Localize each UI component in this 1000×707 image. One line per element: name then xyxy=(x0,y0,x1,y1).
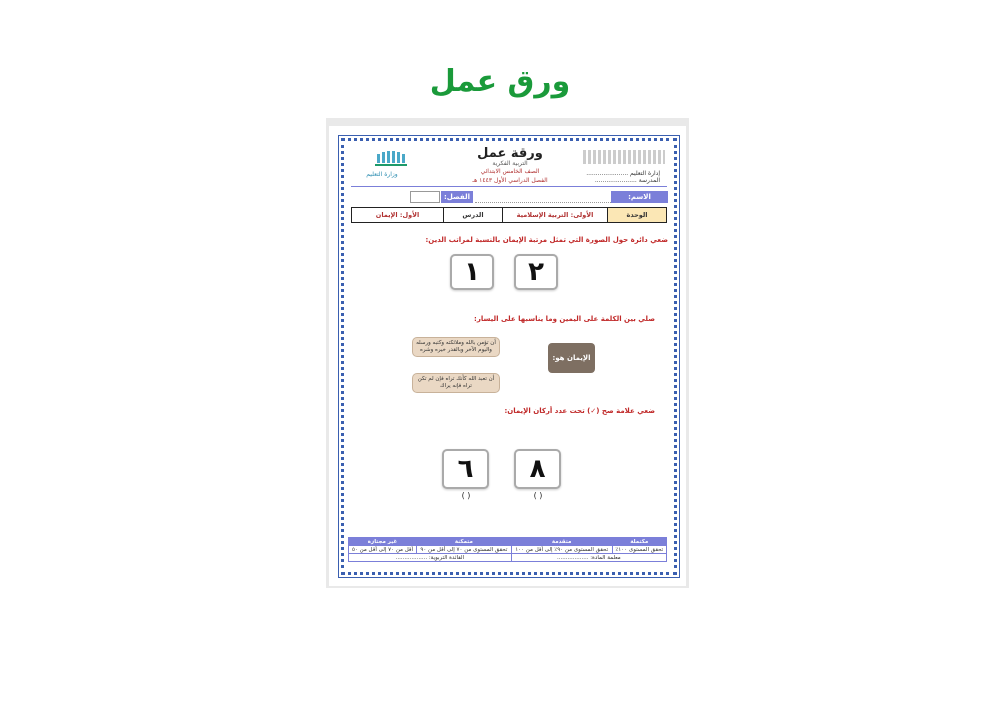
rubric-cell-not-passed: أقل من ٧٠ إلى أقل من ٥٠ xyxy=(349,546,417,554)
rubric-header-not-passed: غير مجتازة xyxy=(349,538,417,546)
term-label: الفصل الدراسي الأول ١٤٤٣ هـ xyxy=(472,177,548,184)
ministry-logo-text: وزارة التعليم xyxy=(366,171,398,178)
page-title: ورق عمل xyxy=(429,64,571,99)
class-field[interactable] xyxy=(410,191,440,203)
q3-answer-blank-1[interactable]: ( ) xyxy=(461,491,471,500)
q1-option-2[interactable]: ٢ xyxy=(514,254,558,290)
school-label: المدرسة ...................... xyxy=(594,177,660,184)
q2-answer-1[interactable]: أن تؤمن بالله وملائكته وكتبه ورسله واليوم الآخر وبالقدر خيره وشره xyxy=(412,337,500,357)
name-label: الاسم: xyxy=(611,191,668,203)
name-field[interactable] xyxy=(475,191,611,203)
rubric-cell-advanced: تحقق المستوى من ٩٠٪ إلى أقل من ١٠٠ xyxy=(511,546,612,554)
unit-value: الأولى: التربية الإسلامية xyxy=(503,208,608,223)
class-label: الفصل: xyxy=(441,191,473,203)
rubric-header-advanced: متقدمة xyxy=(511,538,612,546)
teacher-signature: معلمة المادة: .................. xyxy=(511,554,666,562)
leader-signature: القائدة التربوية: .................. xyxy=(349,554,512,562)
unit-label: الوحدة xyxy=(608,208,667,223)
kingdom-emblem-text xyxy=(583,150,665,164)
q1-option-1[interactable]: ١ xyxy=(450,254,494,290)
admin-label: إدارة التعليم ...................... xyxy=(586,170,660,177)
lesson-value: الأول: الإيمان xyxy=(352,208,444,223)
grade-label: الصف الخامس الابتدائي xyxy=(480,168,540,175)
q3-option-1[interactable]: ٦ xyxy=(442,449,489,489)
worksheet-border xyxy=(341,138,677,575)
question-2: صلي بين الكلمة على اليمين وما يناسبها على اليسار: xyxy=(474,315,655,323)
rubric-header-proficient: متمكنة xyxy=(417,538,512,546)
q3-option-2[interactable]: ٨ xyxy=(514,449,561,489)
question-1: ضعي دائرة حول الصورة التي تمثل مرتبة الإيمان بالنسبة لمراتب الدين: xyxy=(425,236,668,244)
q3-answer-blank-2[interactable]: ( ) xyxy=(533,491,543,500)
rubric-cell-proficient: تحقق المستوى من ٧٠ إلى أقل من ٩٠ xyxy=(417,546,512,554)
worksheet-title: ورقة عمل xyxy=(477,146,543,161)
rubric-header-complete: مكتملة xyxy=(612,538,666,546)
rubric-table xyxy=(348,537,667,562)
unit-lesson-table xyxy=(351,207,667,223)
lesson-label: الدرس xyxy=(444,208,503,223)
header-divider xyxy=(351,186,667,187)
rubric-cell-complete: تحقق المستوى ١٠٠٪ xyxy=(612,546,666,554)
subject-label: التربية الفكرية xyxy=(492,160,528,167)
q2-term[interactable]: الإيمان هو: xyxy=(548,343,595,373)
question-3: ضعي علامة صح (✓) تحت عدد أركان الإيمان: xyxy=(504,407,655,415)
q2-answer-2[interactable]: أن تعبد الله كأنك تراه فإن لم تكن تراه فإنه يراك xyxy=(412,373,500,393)
